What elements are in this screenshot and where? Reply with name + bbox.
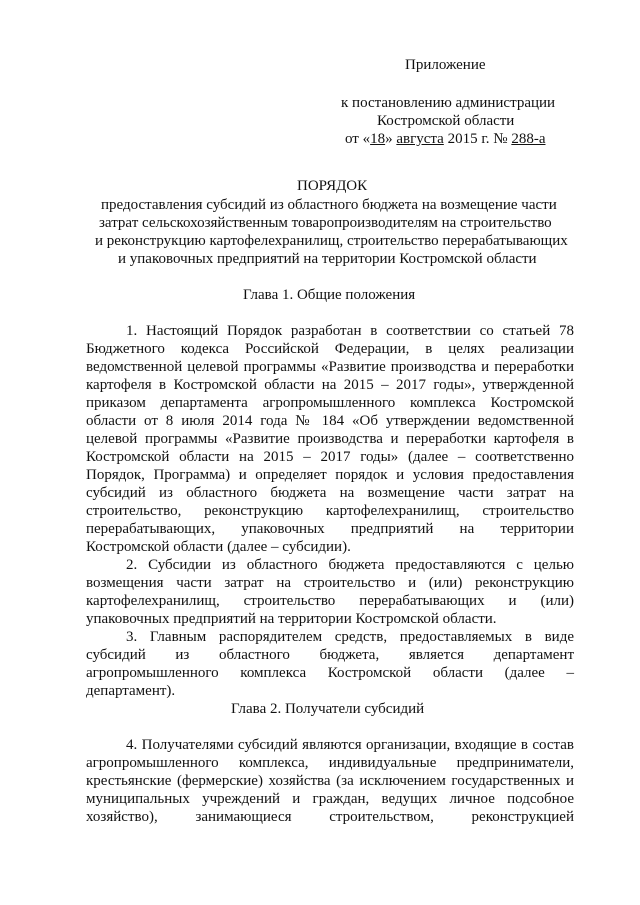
p2-line: 2. Субсидии из областного бюджета предоставляются с целью — [126, 557, 574, 573]
date-day: 18 — [370, 131, 386, 147]
p1-line: Костромской области на 2015 – 2017 годы» (далее – соответственно — [86, 449, 574, 465]
appendix-resolution: к постановлению администрации — [341, 95, 556, 111]
subtitle-line: и реконструкцию картофелехранилищ, строительство перерабатывающих — [95, 233, 568, 249]
paragraph-3 — [86, 628, 574, 682]
p4-line: 4. Получателями субсидий являются организации, входящие в состав — [126, 737, 574, 753]
p3-line: агропромышленного комплекса Костромской области (далее – — [86, 665, 574, 681]
appendix-date — [345, 130, 546, 148]
p3-line: субсидий из областного бюджета, является департамент — [86, 647, 574, 663]
p1-line: картофеля в Костромской области на 2015 – 2017 годы», утвержденной — [86, 377, 574, 393]
p2-line: картофелехранилищ, строительство перерабатывающих и (или) — [86, 593, 574, 609]
date-prefix: от « — [345, 131, 371, 147]
p3-last-line: департамент). — [86, 683, 176, 699]
p1-last-line: Костромской области (далее – субсидии). — [86, 539, 351, 555]
p1-line: ведомственной целевой программы «Развитие производства и переработки — [86, 359, 574, 375]
p1-line: перерабатывающих, упаковочных предприятий на территории — [86, 521, 574, 537]
p4-line: агропромышленного комплекса, индивидуальные предприниматели, — [86, 755, 574, 771]
p4-line: крестьянские (фермерские) хозяйства (за исключением государственных и — [86, 773, 574, 789]
p2-last-line: упаковочных предприятий на территории Костромской области. — [86, 611, 497, 627]
p1-line: 1. Настоящий Порядок разработан в соответствии со статьей 78 — [126, 323, 574, 339]
p4-line: хозяйство), занимающиеся строительством, реконструкцией — [86, 809, 574, 825]
paragraph-2 — [86, 556, 574, 610]
p2-line: возмещения части затрат на строительство и (или) реконструкцию — [86, 575, 574, 591]
date-year: 2015 г. № — [443, 131, 512, 147]
appendix-region: Костромской области — [377, 113, 515, 129]
date-number: 288-а — [511, 131, 546, 147]
p1-line: Бюджетного кодекса Российской Федерации, в целях реализации — [86, 341, 574, 357]
p4-line: муниципальных учреждений и граждан, ведущих личное подсобное — [86, 791, 574, 807]
p3-line: 3. Главным распорядителем средств, предоставляемых в виде — [126, 629, 574, 645]
p1-line: приказом департамента агропромышленного комплекса Костромской — [86, 395, 574, 411]
appendix-label: Приложение — [405, 57, 486, 73]
paragraph-4 — [86, 736, 574, 826]
p1-line: субсидий из областного бюджета на возмещение части затрат на — [86, 485, 574, 501]
chapter-1-heading: Глава 1. Общие положения — [243, 287, 416, 303]
subtitle-line: и упаковочных предприятий на территории Костромской области — [118, 251, 537, 267]
p1-line: целевой программы «Развитие производства и переработки картофеля в — [86, 431, 574, 447]
document-title: ПОРЯДОК — [297, 178, 368, 194]
date-month: августа — [396, 131, 444, 147]
date-mid: » — [385, 131, 397, 147]
subtitle-line: предоставления субсидий из областного бюджета на возмещение части — [101, 197, 557, 213]
p1-line: Порядок, Программа) и определяет порядок и условия предоставления — [86, 467, 574, 483]
chapter-2-heading: Глава 2. Получатели субсидий — [231, 701, 425, 717]
p1-line: области от 8 июля 2014 года № 184 «Об утверждении ведомственной — [86, 413, 574, 429]
subtitle-line: затрат сельскохозяйственным товаропроизводителям на строительство — [99, 215, 552, 231]
paragraph-1 — [86, 322, 574, 538]
p1-line: строительство, реконструкцию картофелехранилищ, строительство — [86, 503, 574, 519]
